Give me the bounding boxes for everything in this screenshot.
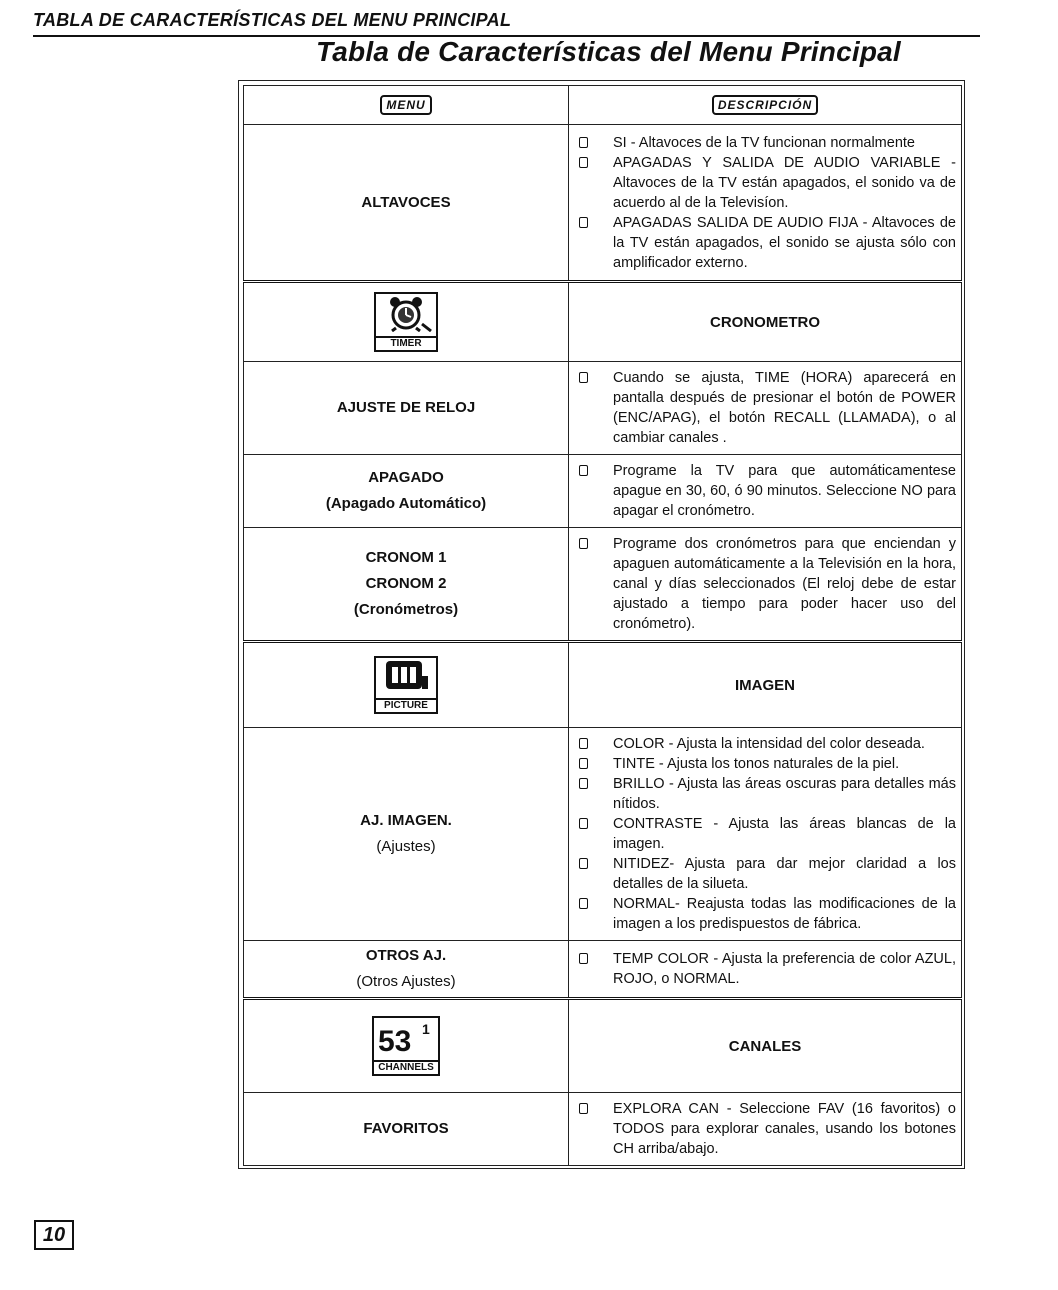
alarm-clock-icon [376,294,436,332]
list-item: NITIDEZ- Ajusta para dar mejor claridad a los detalles de la silueta. [577,854,956,894]
checkbox-bullet-icon [579,157,588,168]
table-row [244,125,962,282]
list-item: TINTE - Ajusta los tonos naturales de la piel. [577,754,956,774]
checkbox-bullet-icon [579,738,588,749]
picture-icon [374,656,438,714]
list-item: SI - Altavoces de la TV funcionan normalmente [577,133,956,153]
menu-sublabel-aj-imagen: (Ajustes) [376,838,436,855]
checkbox-bullet-icon [579,1103,588,1114]
menu-sublabel-apagado: (Apagado Automático) [325,495,487,512]
list-item: Cuando se ajusta, TIME (HORA) aparecerá en pantalla después de presionar el botón de POWER (ENC/APAG), el botón RECALL (LLAMADA), o al cambiar canales . [577,368,956,448]
checkbox-bullet-icon [579,137,588,148]
table-row [244,941,962,999]
checkbox-bullet-icon [579,898,588,909]
timer-icon [374,292,438,352]
menu-sublabel-otros-aj: (Otros Ajustes) [356,973,456,990]
table-row [244,528,962,642]
tv-screen-icon [376,658,436,694]
checkbox-bullet-icon [579,372,588,383]
list-item: CONTRASTE - Ajusta las áreas blancas de la imagen. [577,814,956,854]
checkbox-bullet-icon [579,217,588,228]
section-row-picture [244,642,962,728]
list-item: BRILLO - Ajusta las áreas oscuras para detalles más nítidos. [577,774,956,814]
table-row [244,362,962,455]
page-title: Tabla de Características del Menu Principal [316,36,901,67]
menu-sublabel-cronom: (Cronómetros) [353,601,459,618]
features-table [243,85,962,1166]
section-row-channels [244,999,962,1093]
channel-number-icon [374,1018,438,1056]
channels-icon [372,1016,440,1076]
menu-label-cronom-1: CRONOM 1 [365,549,447,566]
list-item: Programe dos cronómetros para que enciendan y apaguen automáticamente a la Televisión en la hora, canal y días seleccionados (El reloj debe de estar ajustado a tiempo para poder hacer uso del cronómetro). [577,534,956,634]
column-header-menu: MENU [380,95,431,115]
running-header: TABLA DE CARACTERÍSTICAS DEL MENU PRINCIPAL [33,10,512,30]
checkbox-bullet-icon [579,758,588,769]
svg-text:1: 1 [422,1021,430,1037]
checkbox-bullet-icon [579,465,588,476]
table-row [244,455,962,528]
section-title-canales: CANALES [569,999,962,1093]
menu-label-cronom-2: CRONOM 2 [365,575,447,592]
column-header-description: DESCRIPCIÓN [712,95,818,115]
channels-icon-label: CHANNELS [374,1060,438,1074]
checkbox-bullet-icon [579,818,588,829]
list-item: Programe la TV para que automáticamentese apague en 30, 60, ó 90 minutos. Seleccione NO para apagar el cronómetro. [577,461,956,521]
checkbox-bullet-icon [579,953,588,964]
menu-label-apagado: APAGADO [368,469,444,486]
checkbox-bullet-icon [579,778,588,789]
menu-label-ajuste-reloj: AJUSTE DE RELOJ [336,399,476,416]
checkbox-bullet-icon [579,858,588,869]
table-row [244,728,962,941]
list-item: APAGADAS Y SALIDA DE AUDIO VARIABLE - Altavoces de la TV están apagados, el sonido va de acuerdo al de la Televisíon. [577,153,956,213]
picture-icon-label: PICTURE [376,698,436,712]
timer-icon-label: TIMER [376,336,436,350]
list-item: COLOR - Ajusta la intensidad del color deseada. [577,734,956,754]
table-row [244,1093,962,1166]
checkbox-bullet-icon [579,538,588,549]
list-item: NORMAL- Reajusta todas las modificaciones de la imagen a los predispuestos de fábrica. [577,894,956,934]
menu-label-aj-imagen: AJ. IMAGEN. [360,812,452,829]
section-title-cronometro: CRONOMETRO [569,282,962,362]
list-item: APAGADAS SALIDA DE AUDIO FIJA - Altavoces de la TV están apagados, el sonido se ajusta sólo con amplificador externo. [577,213,956,273]
page-number: 10 [34,1220,74,1250]
section-row-timer [244,282,962,362]
section-title-imagen: IMAGEN [569,642,962,728]
menu-label-favoritos: FAVORITOS [363,1120,449,1137]
column-header-row [244,86,962,125]
list-item: EXPLORA CAN - Seleccione FAV (16 favoritos) o TODOS para explorar canales, usando los botones CH arriba/abajo. [577,1099,956,1159]
menu-label-altavoces: ALTAVOCES [361,193,451,211]
menu-label-otros-aj: OTROS AJ. [365,947,447,964]
list-item: TEMP COLOR - Ajusta la preferencia de color AZUL, ROJO, o NORMAL. [577,949,956,989]
svg-text:53: 53 [378,1025,412,1056]
